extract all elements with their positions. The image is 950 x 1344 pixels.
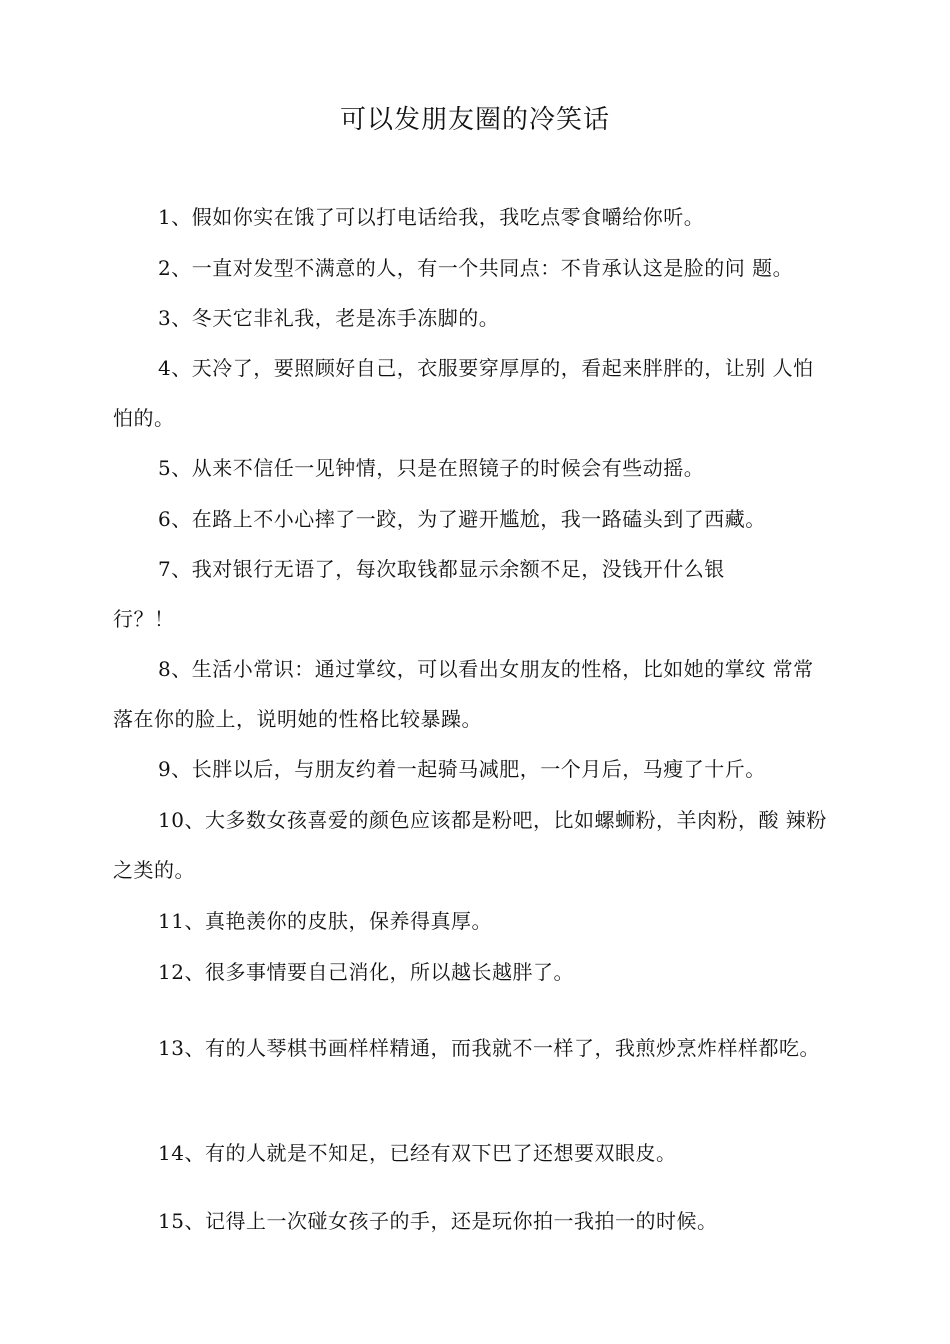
joke-item-9: 9、长胖以后，与朋友约着一起骑马减肥，一个月后，马瘦了十斤。 <box>158 757 766 781</box>
joke-item-1: 1、假如你实在饿了可以打电话给我，我吃点零食嚼给你听。 <box>158 205 705 229</box>
joke-item-13: 13、有的人琴棋书画样样精通，而我就不一样了，我煎炒烹炸样样都吃。 <box>158 1036 820 1060</box>
joke-item-2: 2、一直对发型不满意的人，有一个共同点：不肯承认这是脸的问 题。 <box>158 256 794 280</box>
joke-item-3: 3、冬天它非礼我，老是冻手冻脚的。 <box>158 306 500 330</box>
joke-item-7-continued: 行？！ <box>113 607 175 631</box>
joke-item-5: 5、从来不信任一见钟情，只是在照镜子的时候会有些动摇。 <box>158 456 705 480</box>
joke-item-7: 7、我对银行无语了，每次取钱都显示余额不足，没钱开什么银 <box>158 557 725 581</box>
joke-item-14: 14、有的人就是不知足，已经有双下巴了还想要双眼皮。 <box>158 1141 677 1165</box>
joke-item-15: 15、记得上一次碰女孩子的手，还是玩你拍一我拍一的时候。 <box>158 1209 718 1233</box>
joke-item-10: 10、大多数女孩喜爱的颜色应该都是粉吧，比如螺蛳粉，羊肉粉，酸 辣粉之类的。 <box>113 808 827 882</box>
joke-item-6: 6、在路上不小心摔了一跤，为了避开尴尬，我一路磕头到了西藏。 <box>158 507 766 531</box>
joke-item-8: 8、生活小常识：通过掌纹，可以看出女朋友的性格，比如她的掌纹 常常落在你的脸上，说明她的性格比较暴躁。 <box>113 657 814 731</box>
joke-item-12: 12、很多事情要自己消化，所以越长越胖了。 <box>158 960 574 984</box>
joke-item-4: 4、天冷了，要照顾好自己，衣服要穿厚厚的，看起来胖胖的，让别 人怕怕的。 <box>113 356 814 430</box>
page-title: 可以发朋友圈的冷笑话 <box>339 105 610 135</box>
joke-item-11: 11、真艳羡你的皮肤，保养得真厚。 <box>158 909 492 933</box>
